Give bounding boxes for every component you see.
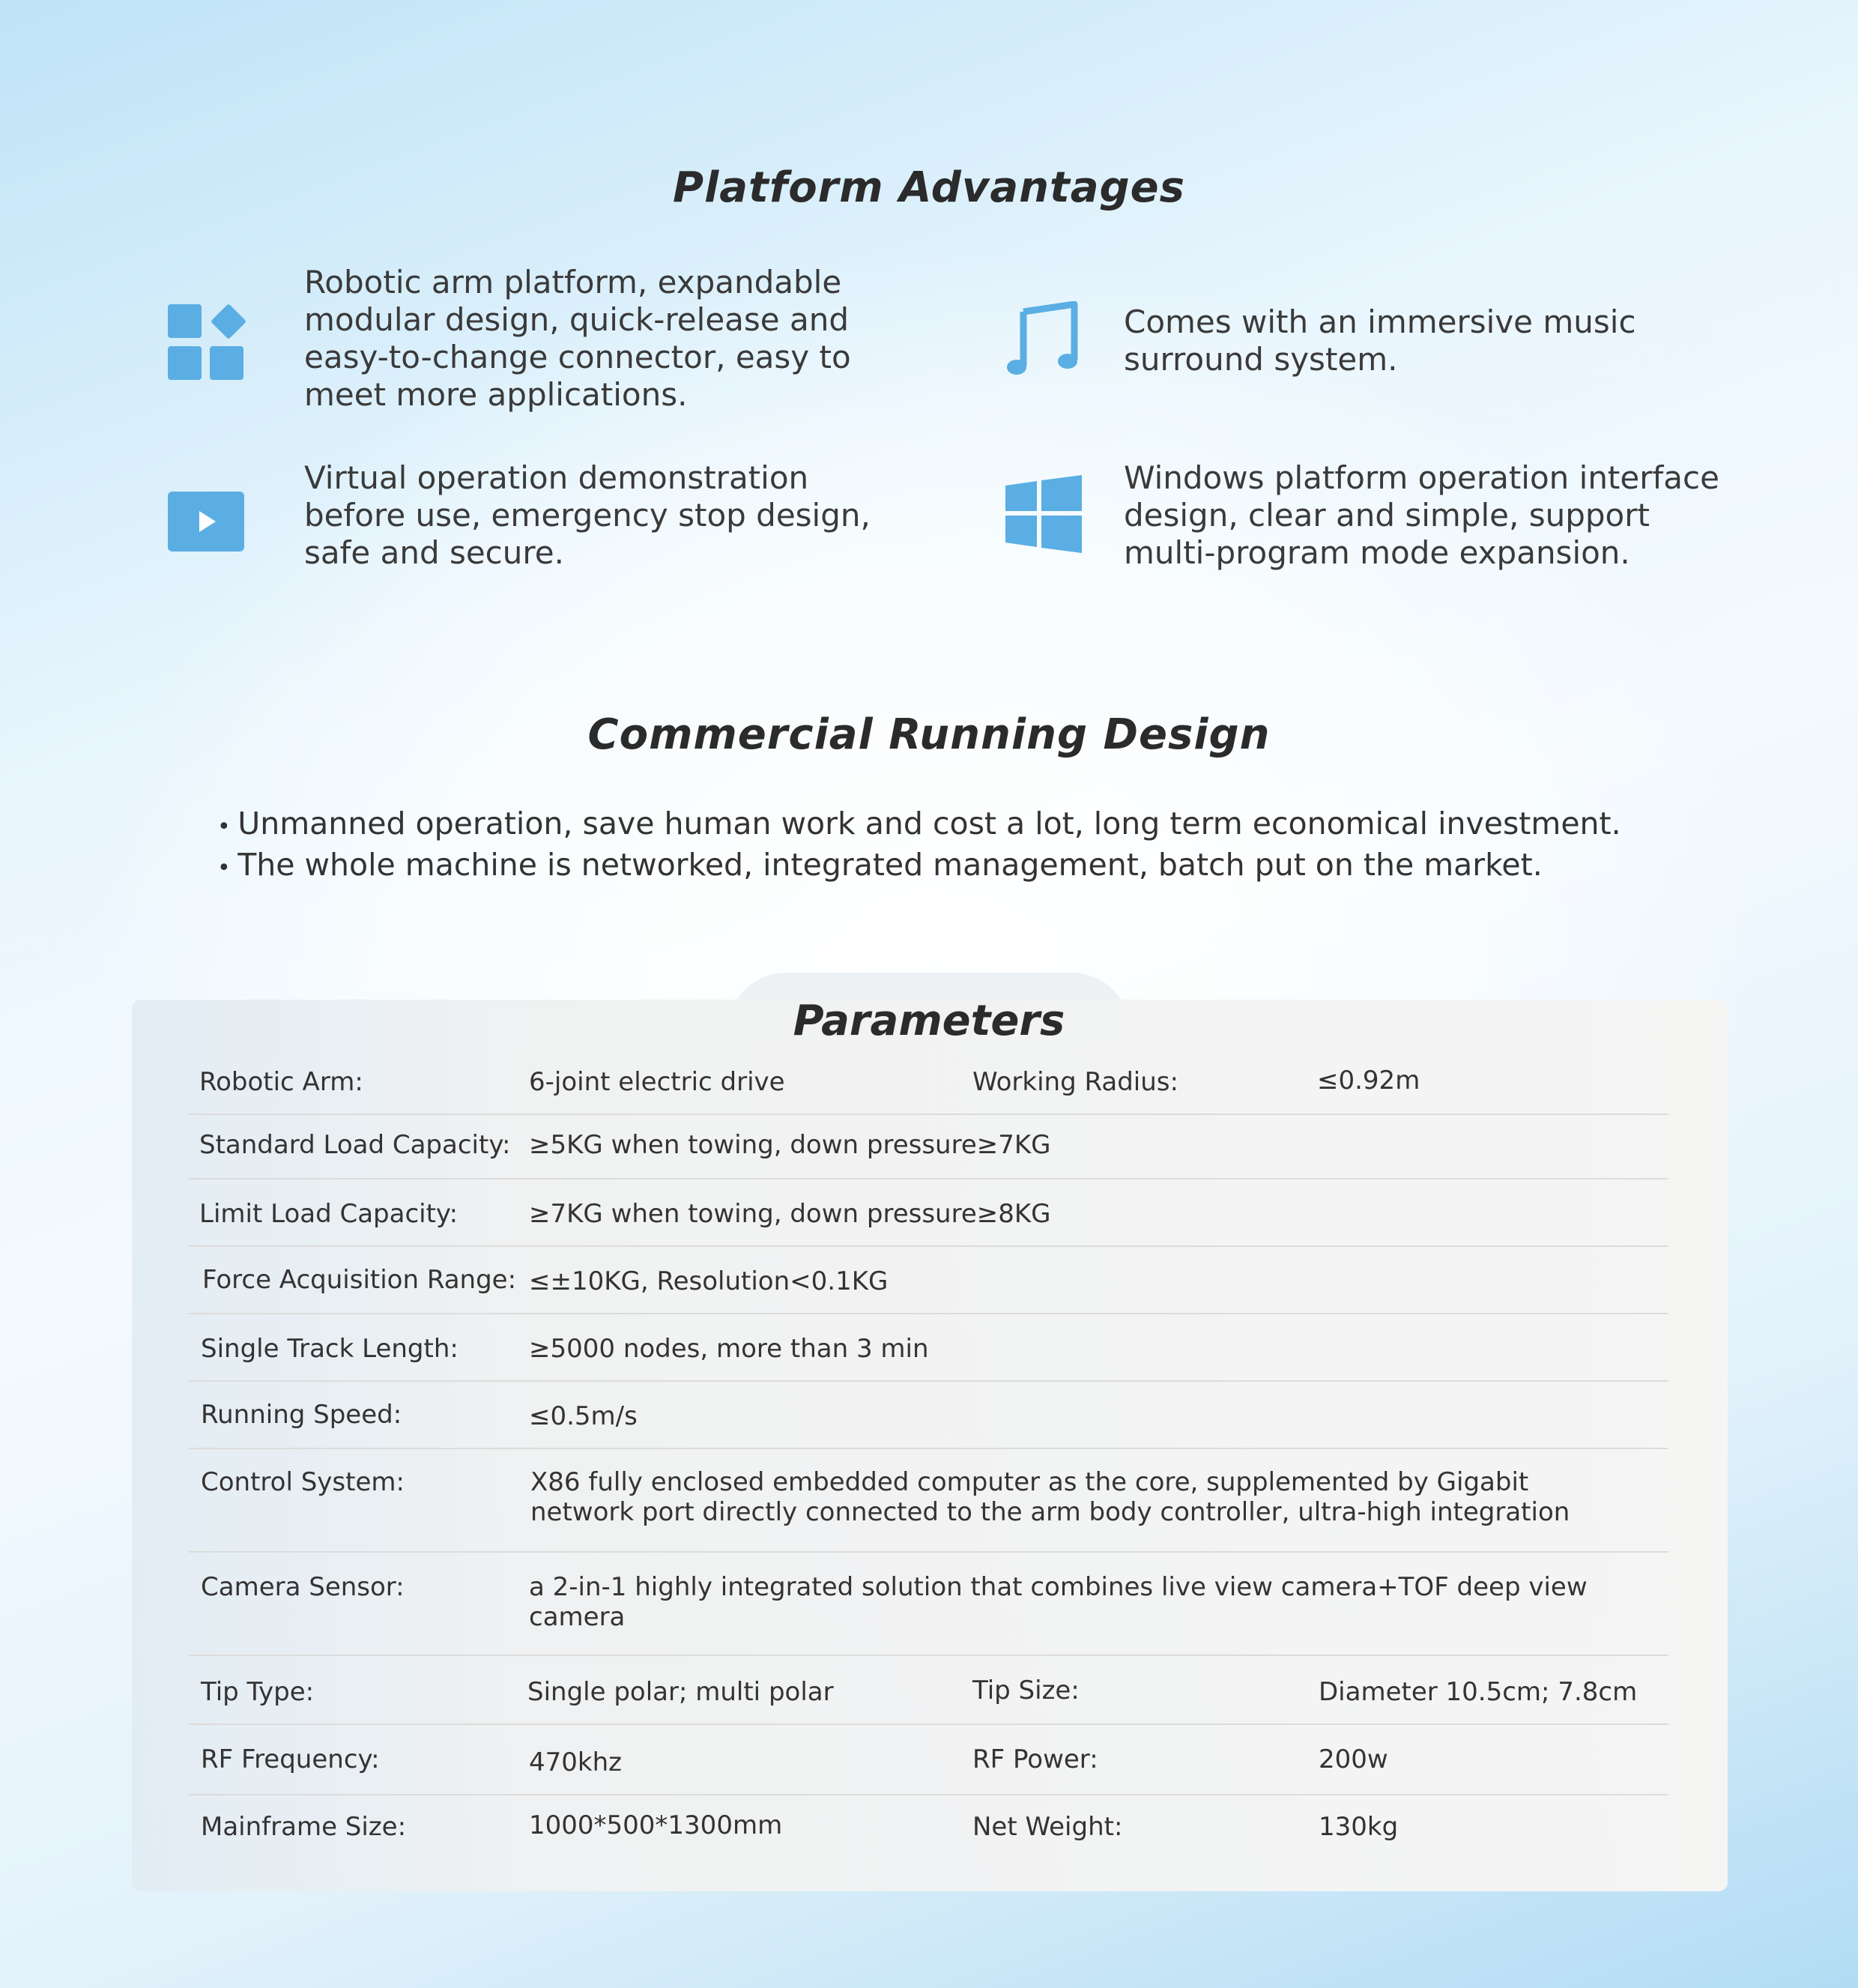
param-label: Robotic Arm: [199, 1067, 363, 1097]
param-value: Single polar; multi polar [527, 1677, 834, 1707]
param-label: Standard Load Capacity: [199, 1130, 511, 1160]
commercial-bullets [217, 805, 1621, 887]
bullet-item: • Unmanned operation, save human work and cost a lot, long term economical investment. [217, 805, 1621, 846]
param-row-running-speed [189, 1382, 1668, 1449]
param-value: ≤0.5m/s [529, 1401, 638, 1431]
advantage-text-modular: Robotic arm platform, expandable modular design, quick-release and easy-to-change connector, easy to meet more applications. [304, 264, 851, 413]
param-value: ≥5000 nodes, more than 3 min [529, 1334, 929, 1364]
param-label: Single Track Length: [201, 1334, 459, 1364]
param-row-force-range [189, 1247, 1668, 1314]
param-value: 470khz [529, 1747, 622, 1777]
advantage-text-windows: Windows platform operation interface design, clear and simple, support multi-program mode expansion. [1124, 459, 1719, 571]
parameters-title: Parameters [793, 997, 1065, 1045]
param-value: 130kg [1319, 1812, 1399, 1842]
param-value: Diameter 10.5cm; 7.8cm [1319, 1677, 1638, 1707]
param-row-limit-load [189, 1179, 1668, 1247]
param-label: Working Radius: [972, 1067, 1178, 1097]
param-label: Control System: [201, 1467, 405, 1497]
param-label: Net Weight: [972, 1812, 1123, 1842]
param-row-mainframe [189, 1795, 1668, 1863]
param-value: ≥7KG when towing, down pressure≥8KG [529, 1199, 1051, 1229]
param-value: X86 fully enclosed embedded computer as the core, supplemented by Gigabit network port directly connected to the arm body controller, ultra-high integration [530, 1467, 1570, 1527]
param-label: Tip Size: [972, 1676, 1080, 1705]
param-row-tip [189, 1656, 1668, 1725]
param-value: 200w [1319, 1744, 1388, 1774]
param-label: RF Power: [972, 1744, 1098, 1774]
param-label: Camera Sensor: [201, 1572, 405, 1602]
param-value: ≤±10KG, Resolution<0.1KG [529, 1266, 889, 1296]
modules-icon [168, 303, 246, 381]
param-label: Mainframe Size: [201, 1812, 407, 1842]
param-label: Limit Load Capacity: [199, 1199, 459, 1229]
windows-icon [1005, 475, 1082, 553]
play-icon [168, 492, 244, 552]
param-row-track-length [189, 1314, 1668, 1382]
param-value: ≤0.92m [1317, 1066, 1420, 1096]
param-row-camera-sensor [189, 1553, 1668, 1656]
param-row-standard-load [189, 1115, 1668, 1179]
commercial-running-title: Commercial Running Design [587, 710, 1271, 759]
param-value: ≥5KG when towing, down pressure≥7KG [529, 1130, 1051, 1160]
param-label: Running Speed: [201, 1400, 402, 1430]
param-value: a 2-in-1 highly integrated solution that combines live view camera+TOF deep view camera [529, 1572, 1588, 1632]
param-value: 6-joint electric drive [529, 1067, 785, 1097]
param-row-robotic-arm [189, 1057, 1668, 1115]
param-label: RF Frequency: [201, 1744, 380, 1774]
music-note-icon [1007, 301, 1080, 376]
platform-advantages-title: Platform Advantages [673, 163, 1185, 212]
param-label: Force Acquisition Range: [202, 1265, 517, 1295]
param-row-control-system [189, 1449, 1668, 1553]
advantage-text-music: Comes with an immersive music surround system. [1124, 303, 1636, 378]
param-value: 1000*500*1300mm [529, 1810, 783, 1840]
bullet-item: • The whole machine is networked, integrated management, batch put on the market. [217, 846, 1621, 887]
param-row-rf [189, 1725, 1668, 1795]
param-label: Tip Type: [201, 1677, 315, 1707]
advantage-text-virtual: Virtual operation demonstration before use, emergency stop design, safe and secure. [304, 459, 871, 571]
